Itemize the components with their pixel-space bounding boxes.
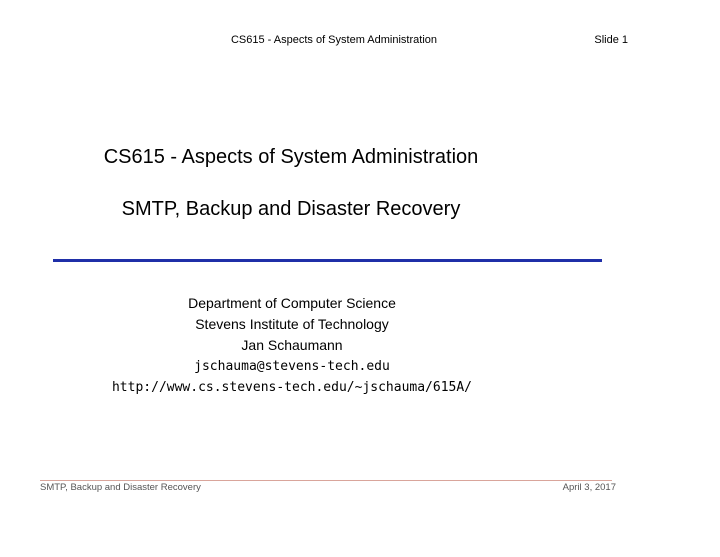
footer-divider bbox=[40, 480, 612, 481]
footer-date: April 3, 2017 bbox=[562, 482, 616, 493]
presentation-subtitle: SMTP, Backup and Disaster Recovery bbox=[121, 198, 461, 220]
department-name: Department of Computer Science bbox=[188, 295, 396, 311]
course-url: http://www.cs.stevens-tech.edu/~jschauma/615A/ bbox=[111, 380, 473, 395]
author-email: jschauma@stevens-tech.edu bbox=[194, 359, 390, 374]
author-name: Jan Schaumann bbox=[241, 337, 343, 353]
footer-topic: SMTP, Backup and Disaster Recovery bbox=[40, 482, 201, 493]
institute-name: Stevens Institute of Technology bbox=[195, 316, 389, 332]
author-block bbox=[0, 293, 584, 398]
presentation-title: CS615 - Aspects of System Administration bbox=[103, 146, 479, 168]
header-course-title: CS615 - Aspects of System Administration bbox=[230, 34, 438, 46]
title-divider bbox=[53, 259, 602, 262]
slide-number: Slide 1 bbox=[594, 34, 628, 46]
